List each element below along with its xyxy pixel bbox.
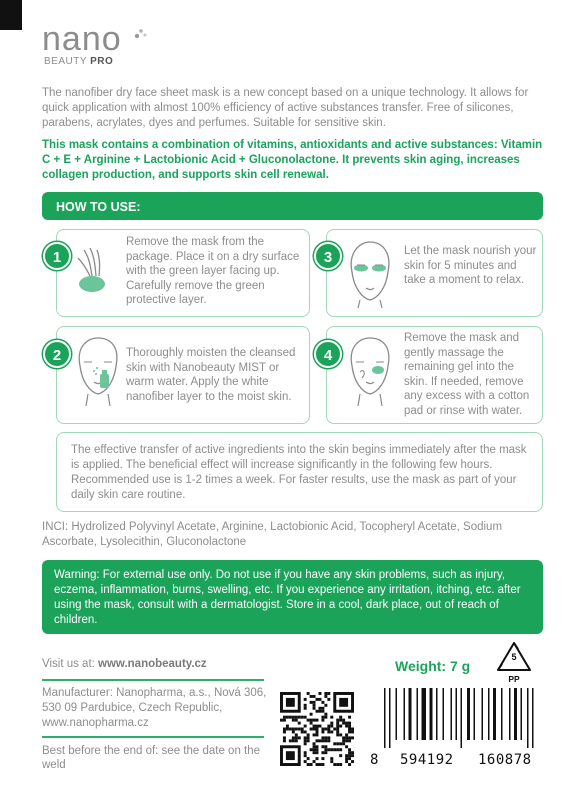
barcode — [382, 688, 542, 748]
logo-subtitle: BEAUTY PRO — [44, 56, 114, 67]
hand-peeling-mask-icon — [70, 246, 120, 296]
intro-text: The nanofiber dry face sheet mask is a new concept based on a unique technology. It allows for quick application with almost 100% efficiency of active substances transfer. Free of silicones, parabens, acrylates, dyes and perfumes. Suitable for sensitive skin. — [42, 87, 529, 129]
how-to-use-heading: HOW TO USE: — [42, 192, 543, 220]
active-substances-text: This mask contains a combination of vitamins, antioxidants and active substances: Vitamin C + E + Arginine + Lactobionic Acid + Gluconolactone. It prevents skin aging, increases collagen production, and supports skin cell renewal. — [42, 139, 543, 181]
step-1-number: 1 — [43, 242, 71, 270]
face-with-eye-patches-icon — [342, 238, 398, 308]
best-before-text: Best before the end of: see the date on the weld — [42, 745, 261, 771]
barcode-first-digit: 8 — [370, 752, 379, 768]
website-link[interactable]: www.nanobeauty.cz — [98, 658, 207, 670]
step-3-text: Let the mask nourish your skin for 5 minutes and take a moment to relax. — [404, 245, 537, 286]
divider-bottom — [42, 736, 264, 738]
inci-ingredients: INCI: Hydrolized Polyvinyl Acetate, Arginine, Lactobionic Acid, Tocopheryl Acetate, Sodium Ascorbate, Lysolecithin, Gluconolactone — [42, 521, 503, 548]
divider-top — [42, 679, 264, 681]
step-3-number: 3 — [314, 242, 342, 270]
weight-label: Weight: 7 g — [395, 658, 471, 674]
barcode-left-digits: 594192 — [400, 752, 454, 768]
step-4-text: Remove the mask and gently massage the remaining gel into the skin. If needed, remove any excess with a cotton pad or rinse with water. — [404, 332, 530, 417]
effect-text: The effective transfer of active ingredients into the skin begins immediately after the mask is applied. The beneficial effect will increase significantly in the following few hours. Recommended use is 1-2 times a week. For faster results, use the mask as part of your daily skin care routine. — [56, 432, 543, 512]
warning-box: Warning: For external use only. Do not use if you have any skin problems, such as injury, eczema, inflammation, burns, swelling, etc. If you experience any irritation, itching, etc. after using the mask, consult with a dermatologist. Store in a cool, dark place, out of reach of children. — [42, 560, 543, 634]
logo-word: nano — [42, 20, 122, 58]
barcode-right-digits: 160878 — [478, 752, 532, 768]
step-1-text: Remove the mask from the package. Place it on a dry surface with the green layer facing up. Carefully remove the green protective layer. — [126, 236, 300, 306]
corner-mark — [0, 0, 22, 30]
recycle-label: PP — [508, 674, 520, 684]
step-4-number: 4 — [314, 340, 342, 368]
step-2-text: Thoroughly moisten the cleansed skin with Nanobeauty MIST or warm water. Apply the white nanofiber layer to the moist skin. — [126, 347, 296, 403]
manufacturer-text: Manufacturer: Nanopharma, a.s., Nová 306, 530 09 Pardubice, Czech Republic, www.nanopharma.cz — [42, 687, 267, 729]
face-massage-icon — [342, 334, 398, 406]
face-with-mist-bottle-icon — [70, 334, 126, 406]
visit-line: Visit us at: www.nanobeauty.cz — [42, 658, 207, 670]
recycle-number: 5 — [511, 652, 517, 662]
qr-code[interactable] — [280, 692, 354, 766]
logo-dots-icon — [134, 26, 148, 40]
recycle-symbol — [493, 640, 535, 684]
brand-logo — [42, 20, 122, 67]
step-2-number: 2 — [43, 340, 71, 368]
